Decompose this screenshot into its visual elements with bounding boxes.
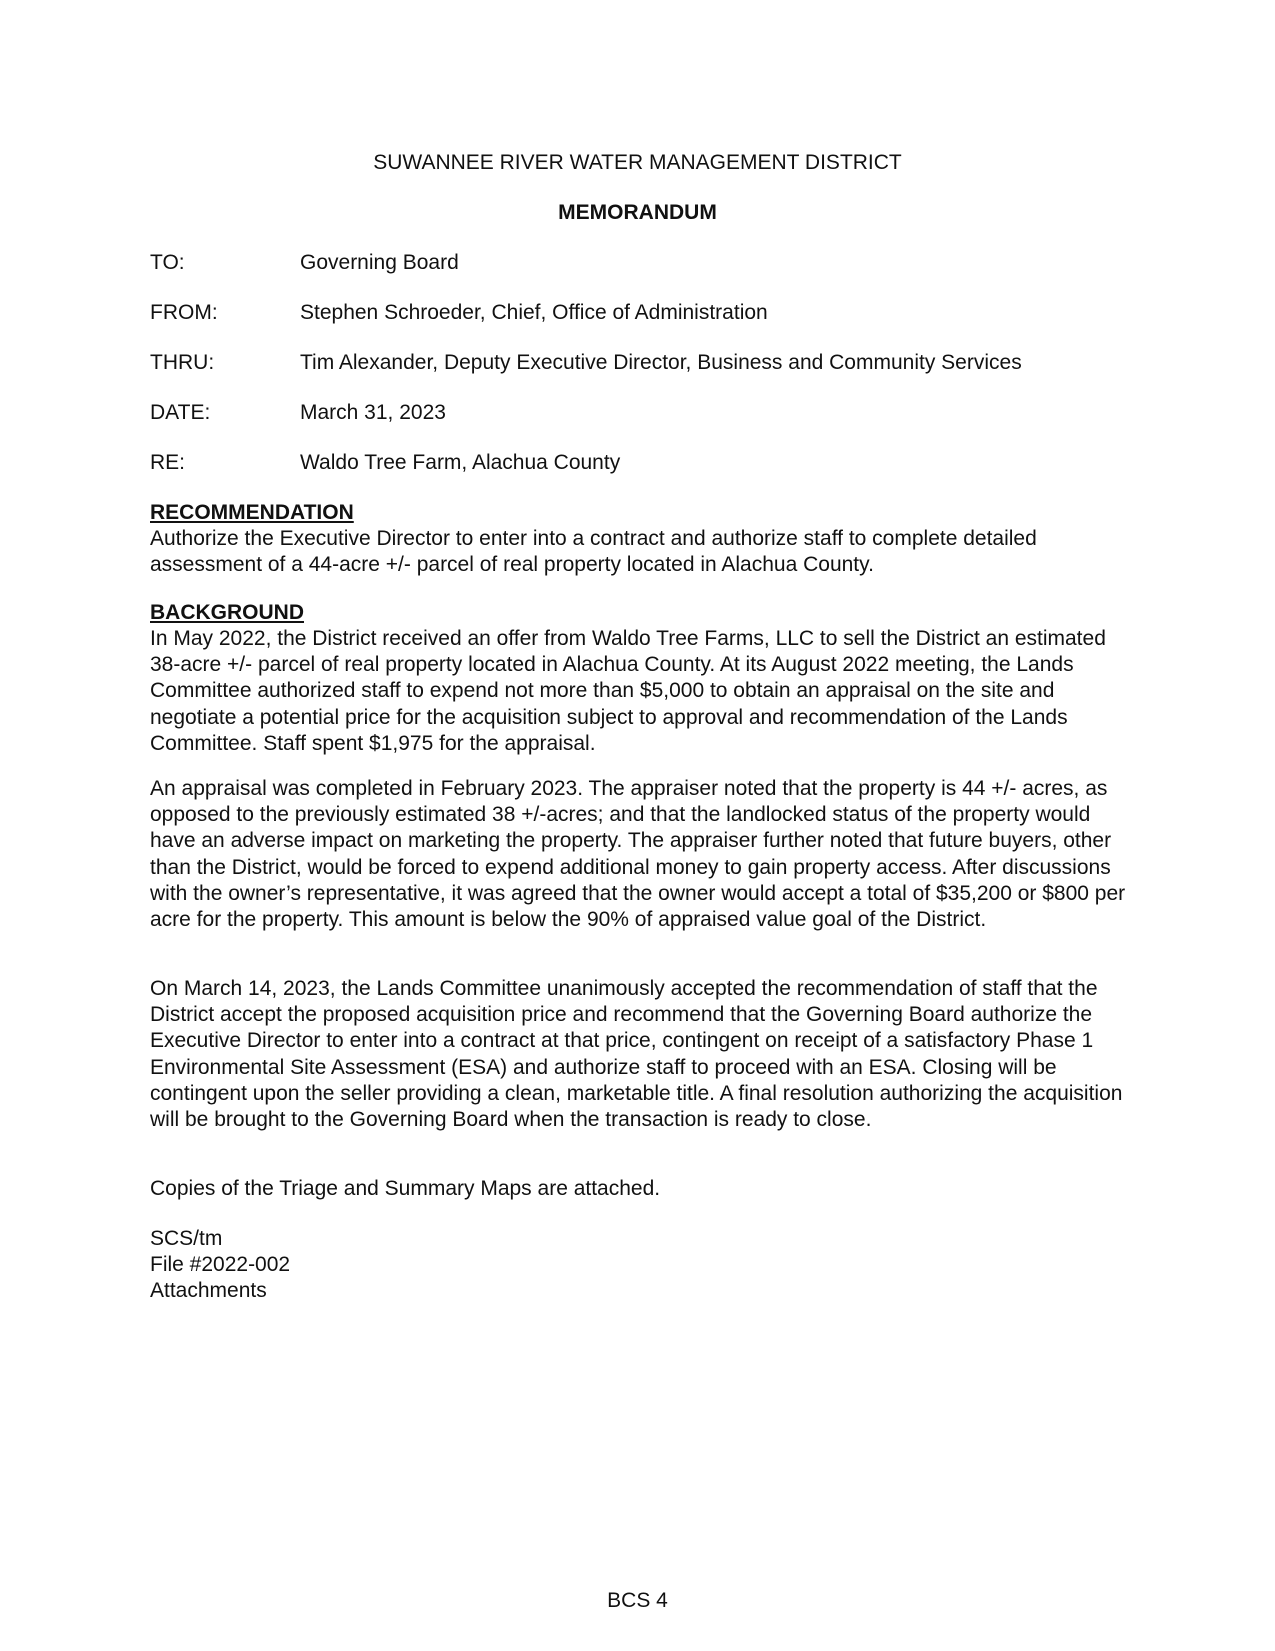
re-label: RE:: [150, 451, 186, 474]
attachments-note: Copies of the Triage and Summary Maps are attached.: [150, 1177, 661, 1200]
background-paragraph-4-block: [150, 1176, 1140, 1202]
page-number: BCS 4: [607, 1589, 668, 1612]
background-paragraph-3-block: [150, 976, 1140, 1133]
header-row-date: [150, 400, 1130, 426]
from-value: Stephen Schroeder, Chief, Office of Administration: [300, 301, 768, 324]
background-paragraph-2-block: [150, 776, 1140, 933]
header-row-re: [150, 450, 1130, 476]
from-label: FROM:: [150, 301, 218, 324]
background-paragraph: An appraisal was completed in February 2023. The appraiser noted that the property is 44 +/- acres, as opposed to the previously estimated 38 +/-acres; and that the landlocked status of the property would have an adverse impact on marketing the property. The appraiser further noted that future buyers, other than the District, would be forced to expend additional money to gain property access. After discussions with the owner’s representative, it was agreed that the owner would accept a total of $35,200 or $800 per acre for the property. This amount is below the 90% of appraised value goal of the District.: [150, 777, 1126, 932]
background-section: [150, 600, 1140, 757]
recommendation-section: [150, 500, 1140, 578]
date-value: March 31, 2023: [300, 401, 446, 424]
background-heading: BACKGROUND: [150, 601, 304, 624]
thru-value: Tim Alexander, Deputy Executive Director, Business and Community Services: [300, 351, 1022, 374]
header-row-to: [150, 250, 1130, 276]
to-value: Governing Board: [300, 251, 459, 274]
date-label: DATE:: [150, 401, 211, 424]
organization-title: SUWANNEE RIVER WATER MANAGEMENT DISTRICT: [373, 151, 902, 174]
recommendation-text: Authorize the Executive Director to enter into a contract and authorize staff to complete detailed assessment of a 44-acre +/- parcel of real property located in Alachua County.: [150, 527, 1037, 577]
file-number: File #2022-002: [150, 1253, 291, 1277]
re-value: Waldo Tree Farm, Alachua County: [300, 451, 621, 474]
memo-title: MEMORANDUM: [558, 201, 717, 224]
to-label: TO:: [150, 251, 185, 274]
recommendation-heading: RECOMMENDATION: [150, 501, 354, 524]
thru-label: THRU:: [150, 351, 215, 374]
attachments-line: Attachments: [150, 1279, 267, 1303]
author-initials: SCS/tm: [150, 1227, 223, 1250]
header-row-from: [150, 300, 1130, 326]
memo-footer: [150, 1226, 1140, 1305]
background-paragraph: On March 14, 2023, the Lands Committee unanimously accepted the recommendation of staff that the District accept the proposed acquisition price and recommend that the Governing Board authorize the Executive Director to enter into a contract at that price, contingent on receipt of a satisfactory Phase 1 Environmental Site Assessment (ESA) and authorize staff to proceed with an ESA. Closing will be contingent upon the seller providing a clean, marketable title. A final resolution authorizing the acquisition will be brought to the Governing Board when the transaction is ready to close.: [150, 977, 1123, 1132]
background-paragraph: In May 2022, the District received an offer from Waldo Tree Farms, LLC to sell the District an estimated 38-acre +/- parcel of real property located in Alachua County. At its August 2022 meeting, the Lands Committee authorized staff to expend not more than $5,000 to obtain an appraisal on the site and negotiate a potential price for the acquisition subject to approval and recommendation of the Lands Committee. Staff spent $1,975 for the appraisal.: [150, 627, 1106, 755]
header-row-thru: [150, 350, 1130, 376]
